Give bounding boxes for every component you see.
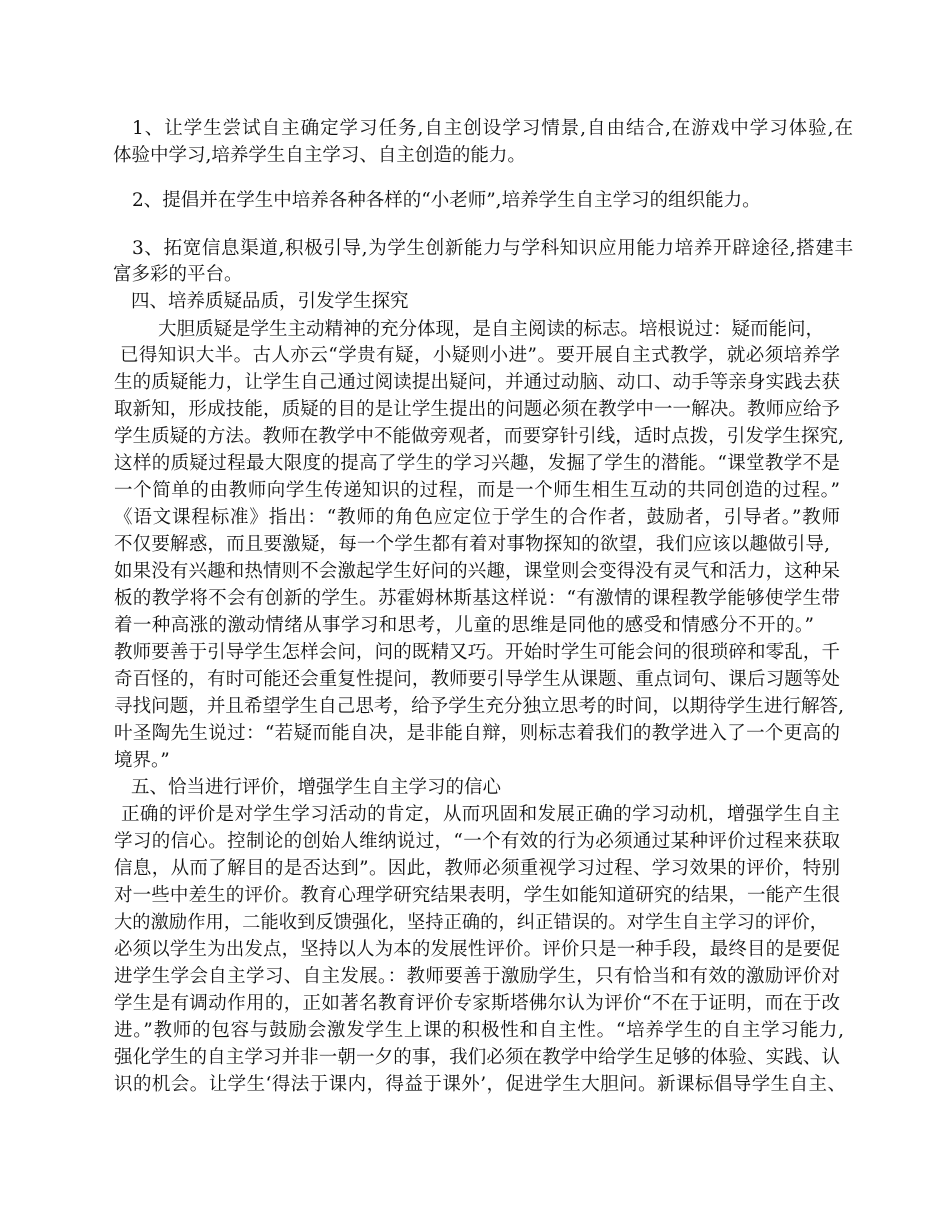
section5-line: 信息，从而了解目的是否达到”。因此，教师必须重视学习过程、学习效果的评价，特别 — [114, 858, 840, 879]
section4-line: 取新知，形成技能，质疑的目的是让学生提出的问题必须在教学中一一解决。教师应给予 — [114, 399, 840, 420]
section4-line: 《语文课程标准》指出：“教师的角色应定位于学生的合作者，鼓励者，引导者。”教师 — [114, 507, 840, 528]
section4-line: 板的教学将不会有创新的学生。苏霍姆林斯基这样说：“有激情的课程教学能够使学生带 — [114, 588, 840, 609]
section4-heading: 四、培养质疑品质，引发学生探究 — [131, 291, 409, 312]
section4-line: 叶圣陶先生说过：“若疑而能自决，是非能自辩，则标志着我们的教学进入了一个更高的 — [114, 723, 840, 744]
section5-line: 对一些中差生的评价。教育心理学研究结果表明，学生如能知道研究的结果，一能产生很 — [114, 885, 840, 906]
section5-line: 学生是有调动作用的，正如著名教育评价专家斯塔佛尔认为评价“不在于证明，而在于改 — [114, 993, 840, 1014]
section5-line: 强化学生的自主学习并非一朝一夕的事，我们必须在教学中给学生足够的体验、实践、认 — [114, 1047, 840, 1068]
section4-line: 境界。” — [114, 750, 170, 771]
section4-line: 如果没有兴趣和热情则不会激起学生好问的兴趣，课堂则会变得没有灵气和活力，这种呆 — [114, 561, 840, 582]
section4-line: 学生质疑的方法。教师在教学中不能做旁观者，而要穿针引线，适时点拨，引发学生探究, — [114, 426, 844, 447]
section4-line: 已得知识大半。古人亦云“学贵有疑，小疑则小进”。要开展自主式教学，就必须培养学 — [120, 345, 840, 366]
section5-line: 进。”教师的包容与鼓励会激发学生上课的积极性和自主性。“培养学生的自主学习能力, — [114, 1020, 844, 1041]
item1-line-2: 体验中学习,培养学生自主学习、自主创造的能力。 — [113, 145, 526, 166]
section5-line: 识的机会。让学生‘得法于课内，得益于课外’，促进学生大胆问。新课标倡导学生自主、 — [114, 1074, 846, 1095]
item2-line-1: 2、提倡并在学生中培养各种各样的“小老师”,培养学生自主学习的组织能力。 — [132, 190, 761, 211]
section5-heading: 五、恰当进行评价，增强学生自主学习的信心 — [131, 777, 502, 798]
section4-line: 奇百怪的，有时可能还会重复性提问，教师要引导学生从课题、重点词句、课后习题等处 — [114, 669, 840, 690]
section4-line: 寻找问题，并且希望学生自己思考，给予学生充分独立思考的时间，以期待学生进行解答, — [114, 696, 844, 717]
section4-line: 着一种高涨的激动情绪从事学习和思考，儿童的思维是同他的感受和情感分不开的。” — [114, 615, 814, 636]
item3-line-1: 3、拓宽信息渠道,积极引导,为学生创新能力与学科知识应用能力培养开辟途径,搭建丰 — [132, 238, 853, 259]
section4-line: 这样的质疑过程最大限度的提高了学生的学习兴趣，发掘了学生的潜能。“课堂教学不是 — [114, 453, 840, 474]
section4-line: 不仅要解惑，而且要激疑，每一个学生都有着对事物探知的欲望，我们应该以趣做引导, — [114, 534, 830, 555]
section4-line: 教师要善于引导学生怎样会问，问的既精又巧。开始时学生可能会问的很琐碎和零乱，千 — [114, 642, 840, 663]
item1-line-1: 1、让学生尝试自主确定学习任务,自主创设学习情景,自由结合,在游戏中学习体验,在 — [132, 118, 853, 139]
section4-line: 生的质疑能力，让学生自己通过阅读提出疑问，并通过动脑、动口、动手等亲身实践去获 — [114, 372, 840, 393]
section4-line: 大胆质疑是学生主动精神的充分体现，是自主阅读的标志。培根说过：疑而能问， — [158, 319, 825, 340]
item3-line-2: 富多彩的平台。 — [113, 264, 243, 285]
section5-line: 学习的信心。控制论的创始人维纳说过，“一个有效的行为必须通过某种评价过程来获取 — [114, 831, 840, 852]
section5-line: 正确的评价是对学生学习活动的肯定，从而巩固和发展正确的学习动机，增强学生自主 — [121, 804, 840, 825]
section5-line: 必须以学生为出发点，坚持以人为本的发展性评价。评价只是一种手段，最终目的是要促 — [114, 939, 840, 960]
section4-line: 一个简单的由教师向学生传递知识的过程，而是一个师生相生互动的共同创造的过程。” — [114, 480, 840, 501]
section5-line: 进学生学会自主学习、自主发展。：教师要善于激励学生，只有恰当和有效的激励评价对 — [114, 966, 840, 987]
section5-line: 大的激励作用，二能收到反馈强化，坚持正确的，纠正错误的。对学生自主学习的评价， — [114, 912, 828, 933]
